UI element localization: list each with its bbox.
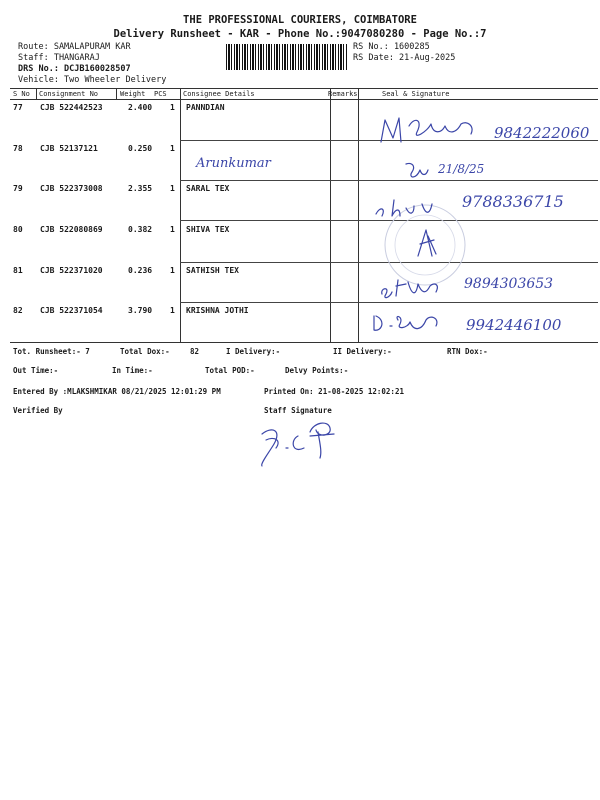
staff-signature-label: Staff Signature (264, 406, 332, 415)
row77-phone-handwritten: 9842222060 (494, 124, 590, 142)
ii-delivery: II Delivery:- (333, 347, 392, 356)
row-consignee: SATHISH TEX (186, 266, 239, 275)
row-consignment: CJB 522371054 (40, 306, 103, 315)
row-consignee: SARAL TEX (186, 184, 230, 193)
row-weight: 0.382 (128, 225, 153, 234)
row-sno: 80 (13, 225, 23, 234)
barcode (226, 44, 348, 70)
col-divider (358, 88, 359, 342)
row79-phone-handwritten: 9788336715 (462, 192, 564, 211)
drs-number: DRS No.: DCJB160028507 (18, 64, 131, 74)
row-pcs: 1 (170, 144, 175, 153)
col-header-weight: Weight (120, 90, 146, 98)
verified-by: Verified By (13, 406, 63, 415)
row-divider (180, 180, 598, 181)
row-weight: 2.355 (128, 184, 153, 193)
vehicle-label: Vehicle: Two Wheeler Delivery (18, 75, 167, 85)
col-header-consignment: Consignment No (39, 90, 99, 98)
row-consignment: CJB 522442523 (40, 103, 103, 112)
company-name: THE PROFESSIONAL COURIERS, COIMBATORE (183, 14, 417, 26)
col-header-pcs: PCS (154, 90, 167, 98)
col-divider (36, 88, 37, 99)
row78-name-handwritten: Arunkumar (196, 156, 271, 171)
row-weight: 2.400 (128, 103, 153, 112)
runsheet-subtitle: Delivery Runsheet - KAR - Phone No.:9047080280 - Page No.:7 (113, 28, 487, 40)
row82-phone-handwritten: 9942446100 (466, 316, 562, 334)
col-header-sno: S No (13, 90, 30, 98)
row81-phone-handwritten: 9894303653 (464, 276, 554, 292)
row79-signature (370, 196, 460, 222)
table-header-border (10, 99, 598, 100)
route-label: Route: SAMALAPURAM KAR (18, 42, 131, 52)
col-header-consignee: Consignee Details (183, 90, 255, 98)
total-dox-value: 82 (190, 347, 200, 356)
row-divider (180, 302, 598, 303)
row-consignee: KRISHNA JOTHI (186, 306, 249, 315)
row-weight: 0.236 (128, 266, 153, 275)
row-consignment: CJB 522371020 (40, 266, 103, 275)
row-sno: 82 (13, 306, 23, 315)
row80-signature (412, 226, 442, 262)
row-pcs: 1 (170, 184, 175, 193)
row81-signature (376, 274, 456, 302)
row-consignment: CJB 52137121 (40, 144, 98, 153)
row-consignee: PANNDIAN (186, 103, 225, 112)
rtn-dox: RTN Dox:- (447, 347, 488, 356)
in-time: In Time:- (112, 366, 153, 375)
row-pcs: 1 (170, 225, 175, 234)
row-sno: 77 (13, 103, 23, 112)
entered-by: Entered By :MLAKSHMIKAR 08/21/2025 12:01:29 PM (13, 387, 221, 396)
row77-date-handwritten: 21/8/25 (438, 162, 485, 176)
rs-date: RS Date: 21-Aug-2025 (353, 53, 456, 63)
table-bottom-border (10, 342, 598, 343)
row77-signature (375, 112, 495, 152)
row-sno: 78 (13, 144, 23, 153)
total-pod: Total POD:- (205, 366, 255, 375)
row-weight: 3.790 (128, 306, 153, 315)
row-consignment: CJB 522080869 (40, 225, 103, 234)
staff-signature (252, 414, 348, 470)
col-divider (180, 88, 181, 342)
col-divider (116, 88, 117, 99)
row-consignment: CJB 522373008 (40, 184, 103, 193)
printed-on: Printed On: 21-08-2025 12:02:21 (264, 387, 404, 396)
row-weight: 0.250 (128, 144, 153, 153)
col-header-seal-signature: Seal & Signature (382, 90, 450, 98)
row-sno: 81 (13, 266, 23, 275)
tot-runsheet: Tot. Runsheet:- 7 (13, 347, 90, 356)
out-time: Out Time:- (13, 366, 59, 375)
row-pcs: 1 (170, 306, 175, 315)
row-pcs: 1 (170, 103, 175, 112)
delvy-points: Delvy Points:- (285, 366, 349, 375)
row82-signature (368, 308, 458, 338)
rs-number: RS No.: 1600285 (353, 42, 430, 52)
table-top-border (10, 88, 598, 89)
total-dox-label: Total Dox:- (120, 347, 170, 356)
row-pcs: 1 (170, 266, 175, 275)
row-sno: 79 (13, 184, 23, 193)
col-header-remarks: Remarks (328, 90, 358, 98)
row-consignee: SHIVA TEX (186, 225, 230, 234)
col-divider (330, 88, 331, 342)
staff-label: Staff: THANGARAJ (18, 53, 100, 63)
i-delivery: I Delivery:- (226, 347, 281, 356)
